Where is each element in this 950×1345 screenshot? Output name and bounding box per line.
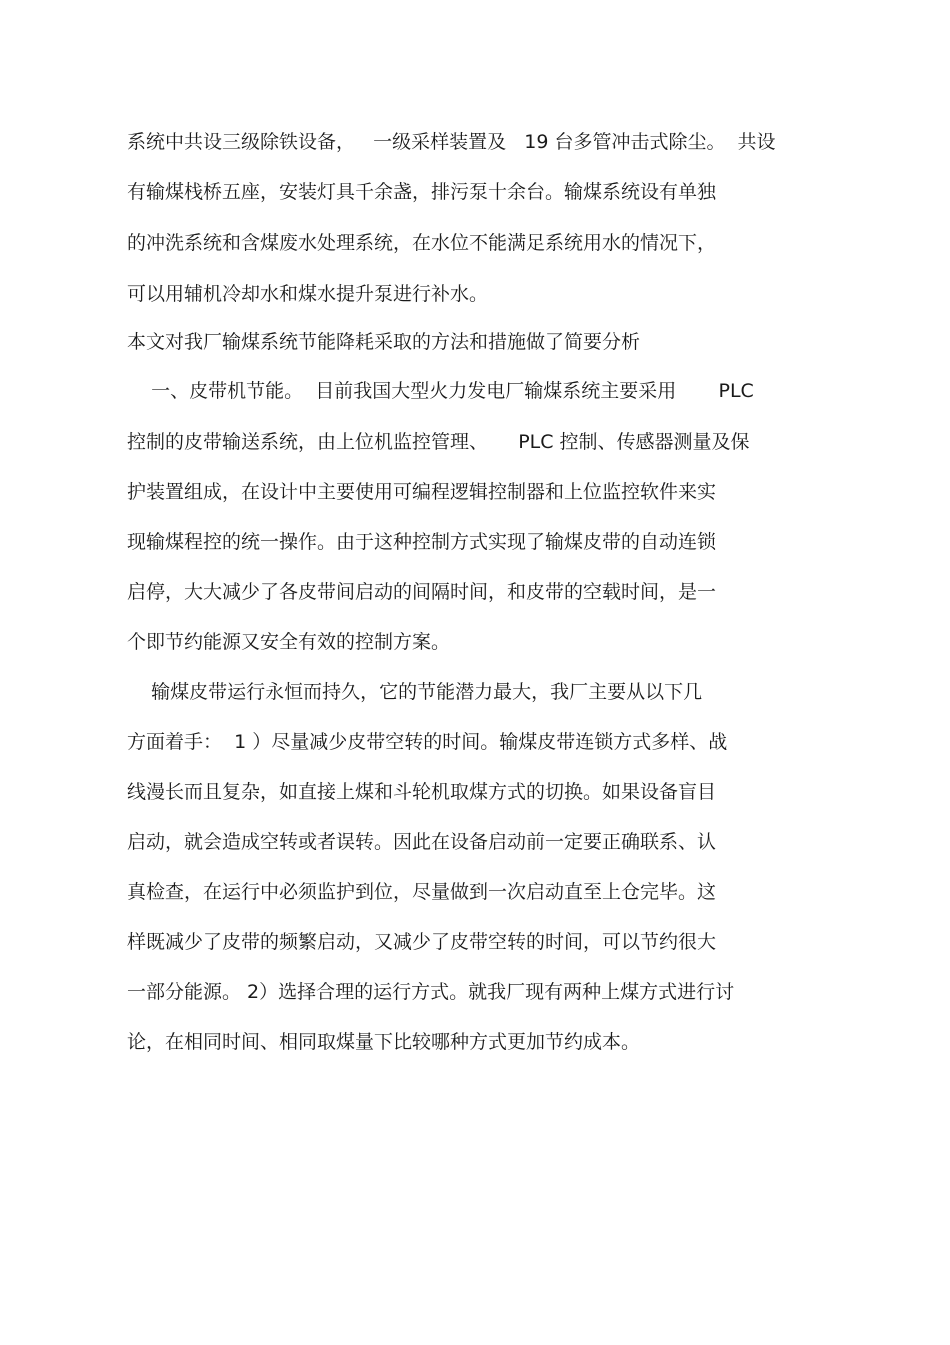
text-line: 启动，就会造成空转或者误转。因此在设备启动前一定要正确联系、认 (127, 831, 717, 853)
text-line: 本文对我厂输煤系统节能降耗采取的方法和措施做了简要分析 (127, 331, 641, 353)
text-line: 护装置组成，在设计中主要使用可编程逻辑控制器和上位监控软件来实 (127, 481, 717, 503)
text-line: 现输煤程控的统一操作。由于这种控制方式实现了输煤皮带的自动连锁 (127, 531, 717, 553)
text-line: 论，在相同时间、相同取煤量下比较哪种方式更加节约成本。 (127, 1031, 641, 1053)
text-line: 样既减少了皮带的频繁启动，又减少了皮带空转的时间，可以节约很大 (127, 931, 717, 953)
text-line: 方面着手： 1 ）尽量减少皮带空转的时间。输煤皮带连锁方式多样、战 (127, 731, 728, 753)
text-line: 系统中共设三级除铁设备， 一级采样装置及 19 台多管冲击式除尘。 共设 (127, 131, 776, 153)
text-line: 的冲洗系统和含煤废水处理系统，在水位不能满足系统用水的情况下， (127, 232, 717, 254)
text-line: 一部分能源。 2）选择合理的运行方式。就我厂现有两种上煤方式进行讨 (127, 981, 735, 1003)
text-line: 有输煤栈桥五座，安装灯具千余盏，排污泵十余台。输煤系统设有单独 (127, 181, 717, 203)
text-line: 一、皮带机节能。 目前我国大型火力发电厂输煤系统主要采用 PLC (127, 380, 754, 402)
text-line: 线漫长而且复杂，如直接上煤和斗轮机取煤方式的切换。如果设备盲目 (127, 781, 717, 803)
text-line: 可以用辅机冷却水和煤水提升泵进行补水。 (127, 283, 489, 305)
text-line: 个即节约能源又安全有效的控制方案。 (127, 631, 451, 653)
text-line: 输煤皮带运行永恒而持久，它的节能潜力最大，我厂主要从以下几 (127, 681, 703, 703)
text-line: 启停，大大减少了各皮带间启动的间隔时间，和皮带的空载时间，是一 (127, 581, 717, 603)
text-line: 控制的皮带输送系统，由上位机监控管理、 PLC 控制、传感器测量及保 (127, 431, 750, 453)
text-line: 真检查，在运行中必须监护到位，尽量做到一次启动直至上仓完毕。这 (127, 881, 717, 903)
